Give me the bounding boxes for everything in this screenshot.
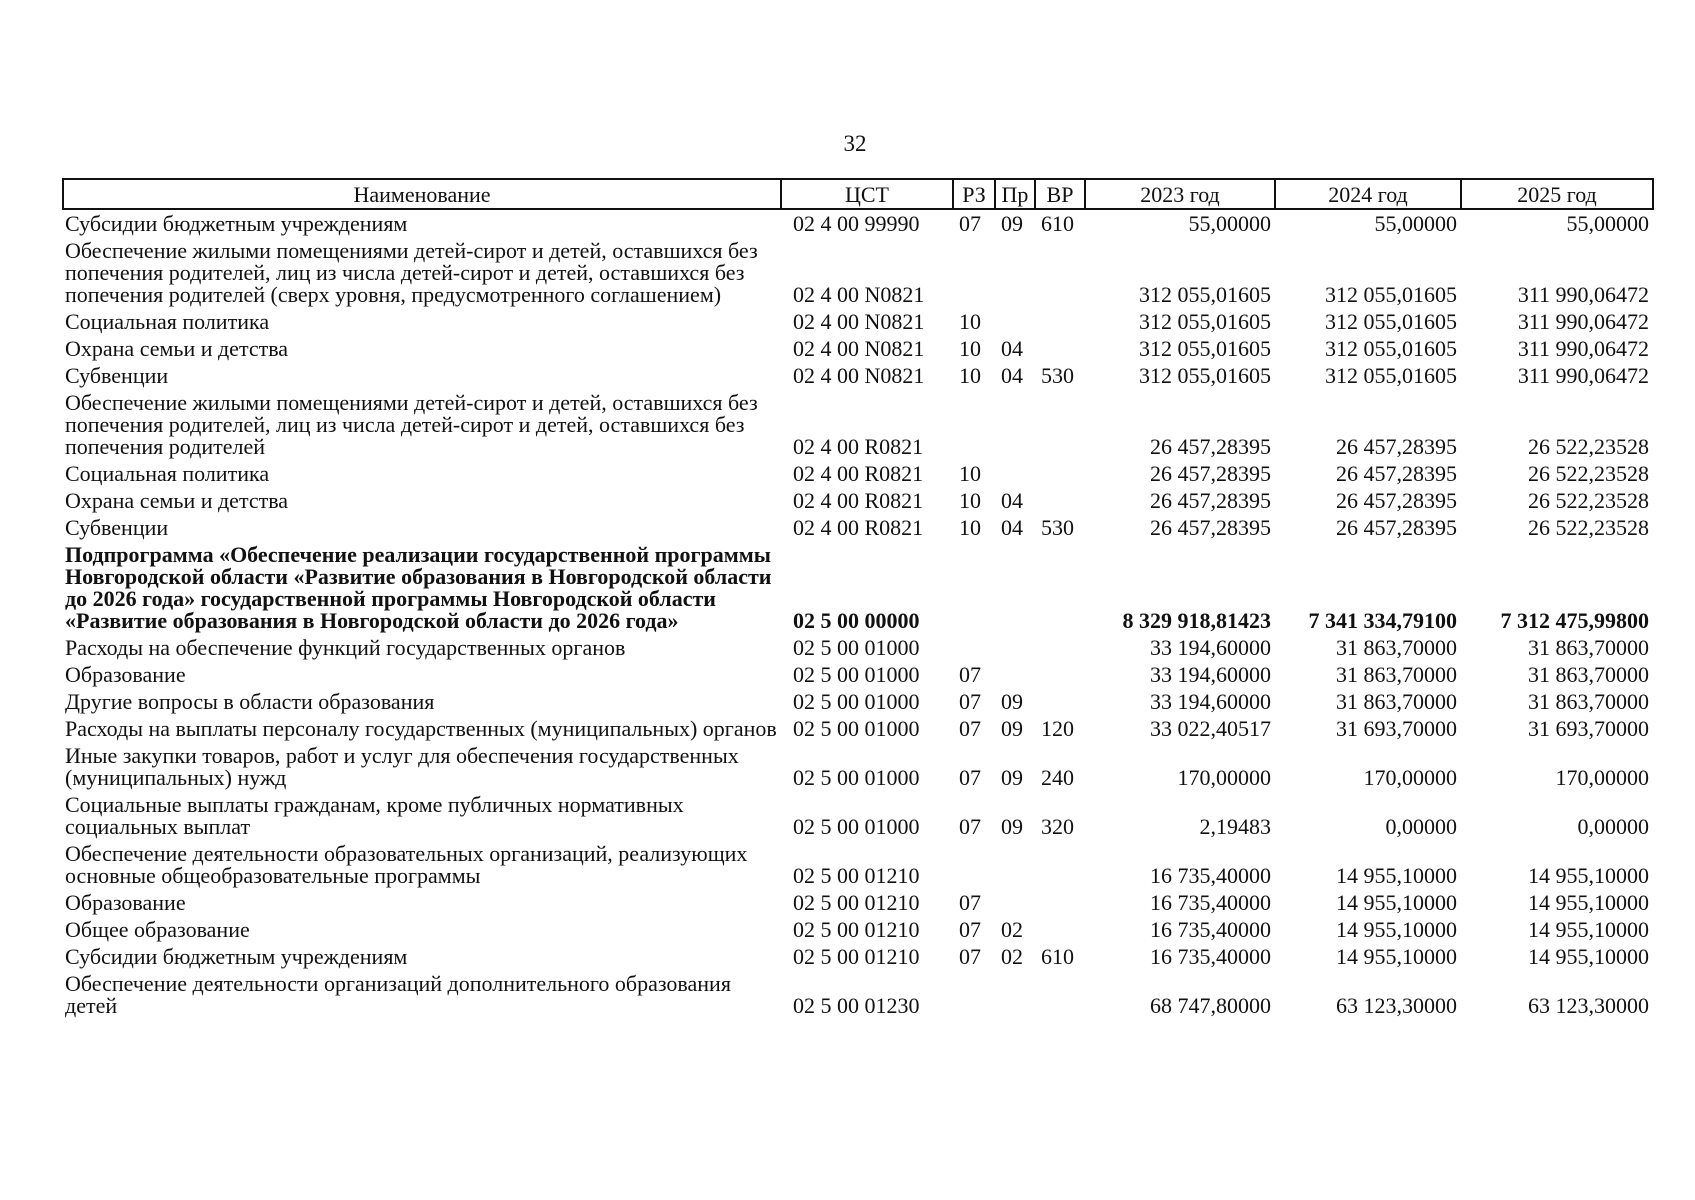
cell-name: Субвенции <box>65 363 169 388</box>
table-row <box>63 634 1653 661</box>
cell-2024: 312 055,01605 <box>1325 363 1457 388</box>
cell-rz: 10 <box>959 515 981 540</box>
header-vr: ВР <box>1035 179 1085 209</box>
table-row <box>63 541 1653 634</box>
cell-2024: 312 055,01605 <box>1325 282 1457 307</box>
cell-2024: 14 955,10000 <box>1336 863 1457 888</box>
cell-vr: 320 <box>1041 814 1074 839</box>
cell-name: Субсидии бюджетным учреждениям <box>65 944 408 969</box>
cell-pr <box>995 889 1035 916</box>
table-row <box>63 514 1653 541</box>
cell-2025: 26 522,23528 <box>1528 434 1649 459</box>
cell-name: Расходы на обеспечение функций государственных органов <box>65 635 626 660</box>
cell-2024: 170,00000 <box>1363 765 1457 790</box>
table-row <box>63 362 1653 389</box>
cell-2023: 312 055,01605 <box>1139 363 1271 388</box>
cell-rz <box>953 541 995 634</box>
cell-2024: 31 863,70000 <box>1336 635 1457 660</box>
header-2023: 2023 год <box>1085 179 1275 209</box>
cell-rz <box>953 634 995 661</box>
cell-2023: 68 747,80000 <box>1150 993 1271 1018</box>
cell-rz <box>953 237 995 308</box>
cell-vr <box>1035 389 1085 460</box>
cell-cst: 02 5 00 01000 <box>793 635 920 660</box>
cell-2025: 31 863,70000 <box>1528 662 1649 687</box>
cell-cst: 02 4 00 N0821 <box>793 336 925 361</box>
header-rz: РЗ <box>953 179 995 209</box>
cell-name: Расходы на выплаты персоналу государственных (муниципальных) органов <box>65 716 777 741</box>
cell-cst: 02 5 00 01000 <box>793 689 920 714</box>
cell-pr <box>995 389 1035 460</box>
cell-name: Субвенции <box>65 515 169 540</box>
cell-cst: 02 5 00 01210 <box>793 917 920 942</box>
cell-rz <box>953 840 995 889</box>
cell-cst: 02 5 00 01210 <box>793 863 920 888</box>
cell-2025: 311 990,06472 <box>1517 336 1649 361</box>
cell-2024: 312 055,01605 <box>1325 309 1457 334</box>
cell-pr <box>995 970 1035 1019</box>
table-row <box>63 389 1653 460</box>
cell-vr <box>1035 487 1085 514</box>
cell-cst: 02 5 00 01000 <box>793 716 920 741</box>
cell-2025: 63 123,30000 <box>1528 993 1649 1018</box>
cell-2024: 26 457,28395 <box>1336 488 1457 513</box>
cell-pr: 09 <box>1001 765 1023 790</box>
cell-name: Образование <box>65 662 186 687</box>
cell-2024: 14 955,10000 <box>1336 944 1457 969</box>
cell-2023: 33 194,60000 <box>1150 662 1271 687</box>
cell-cst: 02 4 00 N0821 <box>793 282 925 307</box>
cell-name: Общее образование <box>65 917 250 942</box>
table-row <box>63 916 1653 943</box>
cell-vr: 240 <box>1041 765 1074 790</box>
cell-2025: 14 955,10000 <box>1528 944 1649 969</box>
header-pr: Пр <box>995 179 1035 209</box>
header-2025: 2025 год <box>1461 179 1653 209</box>
cell-rz <box>953 389 995 460</box>
cell-2025: 14 955,10000 <box>1528 863 1649 888</box>
cell-cst: 02 4 00 R0821 <box>793 515 924 540</box>
cell-rz <box>953 970 995 1019</box>
table-row <box>63 970 1653 1019</box>
cell-pr: 09 <box>1001 689 1023 714</box>
cell-name: Другие вопросы в области образования <box>65 689 435 714</box>
cell-2025: 14 955,10000 <box>1528 917 1649 942</box>
cell-2024: 55,00000 <box>1374 211 1457 236</box>
cell-rz: 07 <box>959 689 981 714</box>
cell-2025: 7 312 475,99800 <box>1500 608 1649 633</box>
cell-cst: 02 4 00 R0821 <box>793 488 924 513</box>
cell-2023: 16 735,40000 <box>1150 944 1271 969</box>
cell-2023: 33 022,40517 <box>1150 716 1271 741</box>
cell-name: Обеспечение жилыми помещениями детей-сирот и детей, оставшихся без попечения родителей, лиц из числа детей-сирот и детей, оставшихся без попечения родителей (сверх уровня, предусмотренного соглашением) <box>65 238 758 307</box>
cell-2025: 311 990,06472 <box>1517 363 1649 388</box>
cell-rz: 10 <box>959 309 981 334</box>
cell-pr: 02 <box>1001 944 1023 969</box>
cell-2024: 26 457,28395 <box>1336 434 1457 459</box>
table-row <box>63 209 1653 237</box>
cell-vr: 530 <box>1041 363 1074 388</box>
cell-2023: 8 329 918,81423 <box>1122 608 1271 633</box>
cell-rz: 10 <box>959 488 981 513</box>
cell-2023: 16 735,40000 <box>1150 863 1271 888</box>
cell-2023: 26 457,28395 <box>1150 515 1271 540</box>
table-row <box>63 943 1653 970</box>
cell-name: Иные закупки товаров, работ и услуг для обеспечения государственных (муниципальных) нужд <box>65 743 739 790</box>
cell-name: Социальные выплаты гражданам, кроме публичных нормативных социальных выплат <box>65 792 684 839</box>
cell-2025: 311 990,06472 <box>1517 282 1649 307</box>
cell-pr: 09 <box>1001 716 1023 741</box>
cell-2025: 311 990,06472 <box>1517 309 1649 334</box>
table-row <box>63 889 1653 916</box>
budget-table <box>62 178 1654 1019</box>
cell-2023: 312 055,01605 <box>1139 309 1271 334</box>
cell-2023: 170,00000 <box>1177 765 1271 790</box>
cell-2025: 26 522,23528 <box>1528 488 1649 513</box>
cell-vr <box>1035 889 1085 916</box>
cell-pr <box>995 308 1035 335</box>
cell-rz: 07 <box>959 944 981 969</box>
cell-2025: 170,00000 <box>1555 765 1649 790</box>
cell-2024: 7 341 334,79100 <box>1308 608 1457 633</box>
cell-2023: 33 194,60000 <box>1150 635 1271 660</box>
cell-pr: 04 <box>1001 488 1023 513</box>
cell-rz: 07 <box>959 716 981 741</box>
cell-name: Охрана семьи и детства <box>65 336 289 361</box>
cell-vr <box>1035 916 1085 943</box>
cell-2023: 55,00000 <box>1188 211 1271 236</box>
cell-vr: 120 <box>1041 716 1074 741</box>
cell-rz: 07 <box>959 765 981 790</box>
cell-vr <box>1035 688 1085 715</box>
table-row <box>63 308 1653 335</box>
cell-name: Субсидии бюджетным учреждениям <box>65 211 408 236</box>
cell-cst: 02 4 00 R0821 <box>793 434 924 459</box>
cell-cst: 02 5 00 01210 <box>793 890 920 915</box>
cell-vr: 530 <box>1041 515 1074 540</box>
cell-rz: 07 <box>959 662 981 687</box>
cell-2023: 312 055,01605 <box>1139 336 1271 361</box>
table-row <box>63 742 1653 791</box>
cell-vr: 610 <box>1041 944 1074 969</box>
table-row <box>63 791 1653 840</box>
cell-vr <box>1035 460 1085 487</box>
table-row <box>63 840 1653 889</box>
cell-name: Образование <box>65 890 186 915</box>
cell-2023: 16 735,40000 <box>1150 917 1271 942</box>
cell-2024: 14 955,10000 <box>1336 917 1457 942</box>
cell-vr <box>1035 970 1085 1019</box>
table-row <box>63 237 1653 308</box>
cell-rz: 07 <box>959 890 981 915</box>
cell-2025: 26 522,23528 <box>1528 461 1649 486</box>
cell-2024: 0,00000 <box>1385 814 1457 839</box>
cell-name: Обеспечение жилыми помещениями детей-сирот и детей, оставшихся без попечения родителей, лиц из числа детей-сирот и детей, оставшихся без попечения родителей <box>65 390 758 459</box>
cell-2023: 312 055,01605 <box>1139 282 1271 307</box>
table-header <box>63 179 1653 209</box>
table-row <box>63 715 1653 742</box>
cell-2025: 31 693,70000 <box>1528 716 1649 741</box>
cell-cst: 02 4 00 R0821 <box>793 461 924 486</box>
table-body <box>63 209 1653 1019</box>
cell-2023: 26 457,28395 <box>1150 434 1271 459</box>
header-cst: ЦСТ <box>781 179 953 209</box>
cell-cst: 02 4 00 99990 <box>793 211 920 236</box>
cell-rz: 10 <box>959 363 981 388</box>
cell-vr: 610 <box>1041 211 1074 236</box>
cell-cst: 02 5 00 01000 <box>793 662 920 687</box>
cell-pr <box>995 634 1035 661</box>
cell-2024: 31 863,70000 <box>1336 662 1457 687</box>
table-row <box>63 661 1653 688</box>
cell-pr: 04 <box>1001 363 1023 388</box>
cell-2024: 26 457,28395 <box>1336 461 1457 486</box>
cell-vr <box>1035 237 1085 308</box>
table-row <box>63 688 1653 715</box>
cell-rz: 07 <box>959 211 981 236</box>
cell-name: Охрана семьи и детства <box>65 488 289 513</box>
cell-cst: 02 4 00 N0821 <box>793 363 925 388</box>
table-row <box>63 335 1653 362</box>
cell-2024: 31 863,70000 <box>1336 689 1457 714</box>
cell-cst: 02 4 00 N0821 <box>793 309 925 334</box>
cell-rz: 10 <box>959 336 981 361</box>
cell-pr <box>995 460 1035 487</box>
cell-vr <box>1035 634 1085 661</box>
cell-name: Обеспечение деятельности организаций дополнительного образования детей <box>65 971 731 1018</box>
cell-pr <box>995 840 1035 889</box>
cell-pr: 09 <box>1001 814 1023 839</box>
cell-2025: 31 863,70000 <box>1528 689 1649 714</box>
header-2024: 2024 год <box>1275 179 1461 209</box>
cell-vr <box>1035 541 1085 634</box>
cell-2024: 63 123,30000 <box>1336 993 1457 1018</box>
cell-2025: 55,00000 <box>1566 211 1649 236</box>
cell-2023: 26 457,28395 <box>1150 488 1271 513</box>
cell-2024: 312 055,01605 <box>1325 336 1457 361</box>
cell-cst: 02 5 00 01000 <box>793 765 920 790</box>
table-row <box>63 460 1653 487</box>
cell-name: Подпрограмма «Обеспечение реализации государственной программы Новгородской области «Развитие образования в Новгородской области до 2026 года» государственной программы Новгородской области «Развитие образования в Новгородской области до 2026 года» <box>65 542 772 633</box>
cell-pr: 09 <box>1001 211 1023 236</box>
cell-name: Обеспечение деятельности образовательных организаций, реализующих основные общеобразовательные программы <box>65 841 748 888</box>
cell-2023: 33 194,60000 <box>1150 689 1271 714</box>
cell-name: Социальная политика <box>65 461 270 486</box>
table-row <box>63 487 1653 514</box>
cell-pr <box>995 541 1035 634</box>
cell-2023: 26 457,28395 <box>1150 461 1271 486</box>
page-number: 32 <box>843 131 867 156</box>
cell-2025: 26 522,23528 <box>1528 515 1649 540</box>
cell-cst: 02 5 00 00000 <box>793 608 920 633</box>
cell-pr: 02 <box>1001 917 1023 942</box>
cell-pr <box>995 237 1035 308</box>
cell-2024: 14 955,10000 <box>1336 890 1457 915</box>
cell-cst: 02 5 00 01230 <box>793 993 920 1018</box>
cell-rz: 10 <box>959 461 981 486</box>
cell-vr <box>1035 335 1085 362</box>
cell-vr <box>1035 840 1085 889</box>
cell-pr: 04 <box>1001 336 1023 361</box>
cell-rz: 07 <box>959 814 981 839</box>
cell-2025: 0,00000 <box>1577 814 1649 839</box>
cell-2024: 31 693,70000 <box>1336 716 1457 741</box>
cell-vr <box>1035 308 1085 335</box>
cell-2023: 16 735,40000 <box>1150 890 1271 915</box>
cell-pr: 04 <box>1001 515 1023 540</box>
cell-vr <box>1035 661 1085 688</box>
cell-2023: 2,19483 <box>1199 814 1271 839</box>
cell-2025: 14 955,10000 <box>1528 890 1649 915</box>
cell-name: Социальная политика <box>65 309 270 334</box>
cell-2024: 26 457,28395 <box>1336 515 1457 540</box>
cell-rz: 07 <box>959 917 981 942</box>
header-name: Наименование <box>63 179 781 209</box>
cell-cst: 02 5 00 01000 <box>793 814 920 839</box>
cell-2025: 31 863,70000 <box>1528 635 1649 660</box>
cell-pr <box>995 661 1035 688</box>
cell-cst: 02 5 00 01210 <box>793 944 920 969</box>
